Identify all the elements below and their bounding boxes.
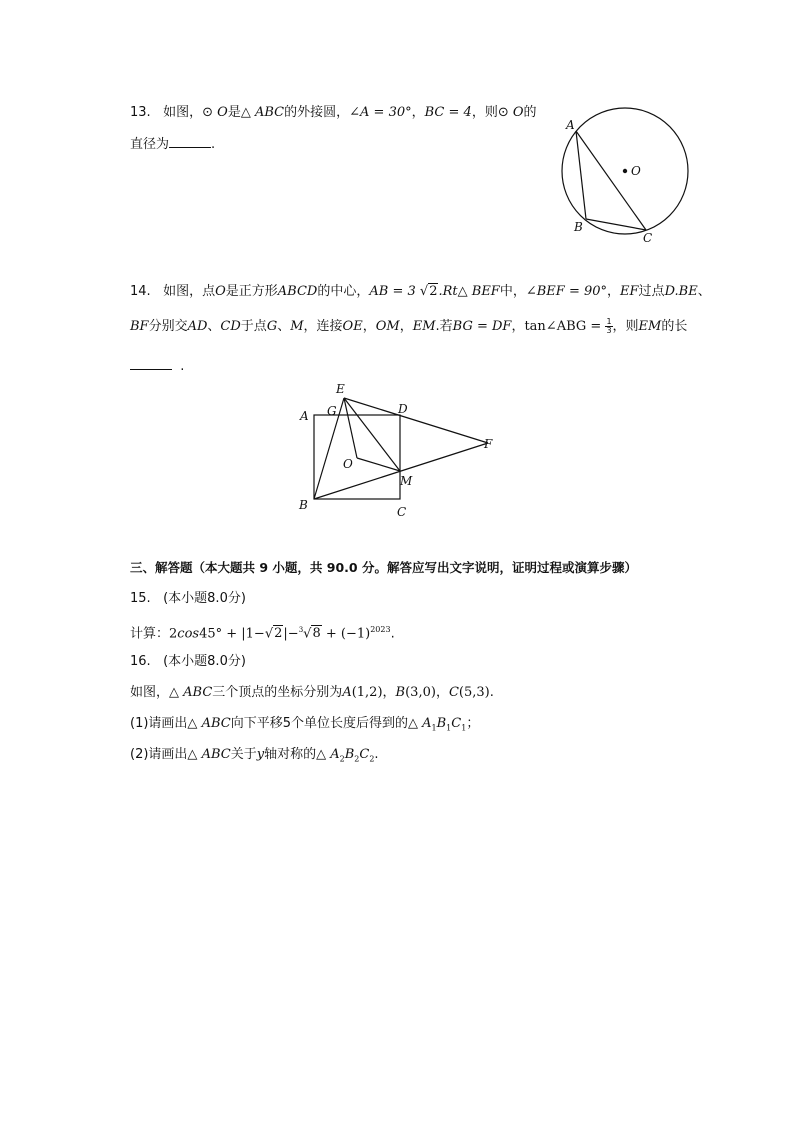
- label-b: B: [574, 220, 583, 234]
- label-o: O: [631, 164, 641, 178]
- q14-line1: 14. 如图，点O是正方形ABCD的中心，AB = 3 √2.Rt△ BEF中，∠BEF = 90°，EF过点D.BE、: [130, 284, 711, 299]
- q16-header: 16. (本小题8.0分): [130, 654, 246, 669]
- label-c: C: [397, 505, 407, 519]
- q16-line1: 如图，△ ABC三个顶点的坐标分别为A(1,2)，B(3,0)，C(5,3).: [130, 685, 494, 700]
- label-m: M: [400, 474, 413, 488]
- label-a: A: [300, 409, 309, 423]
- q14-line2: BF分别交AD、CD于点G、M，连接OE，OM，EM.若BG = DF，tan∠ABG = $\frac{1}{3}$ ，则EM的长: [130, 317, 688, 335]
- q13-number: 13.: [130, 105, 151, 120]
- section-heading: 三、解答题（本大题共 9 小题，共 90.0 分。解答应写出文字说明，证明过程或演算步骤）: [130, 560, 637, 575]
- q13-line1: 13. 如图，⊙ O是△ ABC的外接圆，∠A = 30°，BC = 4，则⊙ O的: [130, 105, 537, 120]
- label-a: A: [566, 118, 575, 132]
- label-f: F: [484, 437, 493, 451]
- segment-om: [357, 458, 400, 471]
- segment-ef: [344, 398, 488, 443]
- label-e: E: [336, 382, 345, 396]
- label-g: G: [327, 404, 337, 418]
- label-o: O: [343, 457, 353, 471]
- q16-part1: (1)请画出△ ABC向下平移5个单位长度后得到的△ $A_1B_1C_1$；: [130, 716, 480, 733]
- q14-line3: .: [130, 357, 184, 376]
- label-b: B: [299, 498, 308, 512]
- q13-line2: 直径为 .: [130, 137, 216, 152]
- label-c: C: [643, 231, 653, 245]
- q16-part2: (2)请画出△ ABC关于y轴对称的△ $A_2B_2C_2$.: [130, 747, 379, 764]
- segment-bf: [314, 443, 488, 499]
- q15-header: 15. (本小题8.0分): [130, 591, 246, 606]
- fraction: $\frac{1}{3}$: [606, 317, 612, 335]
- label-d: D: [398, 402, 408, 416]
- q14-number: 14.: [130, 284, 151, 299]
- q15-expression: 计算：$2\cos 45^\circ + |1-√2|-^3√8 + (-1)^{2023}$.: [130, 625, 395, 642]
